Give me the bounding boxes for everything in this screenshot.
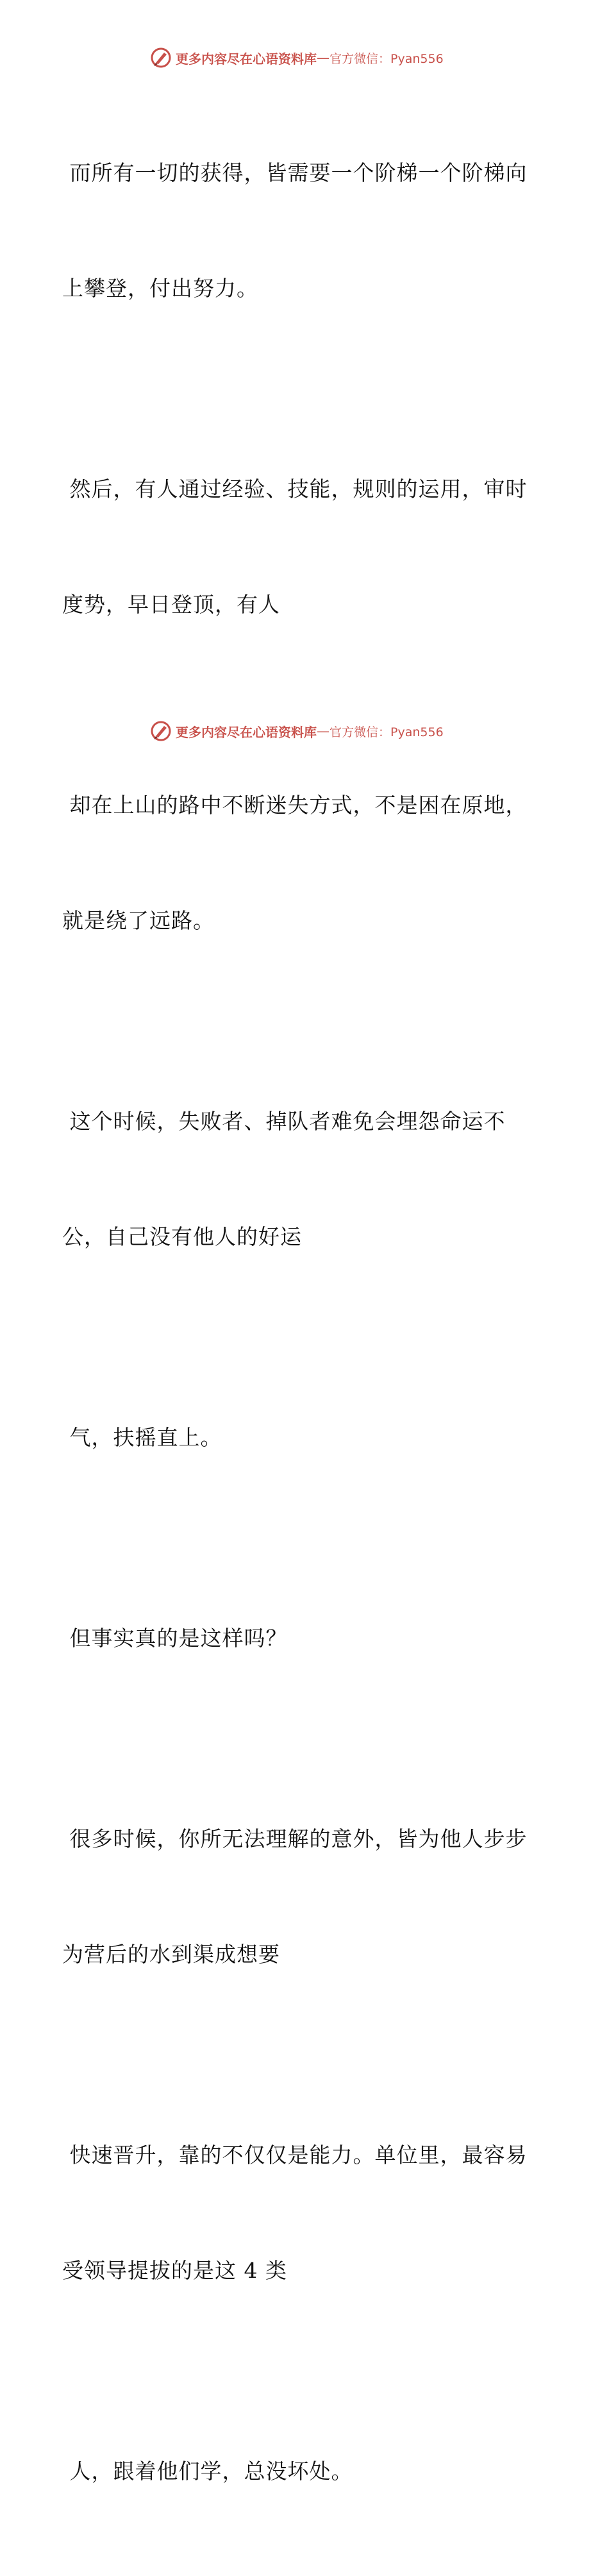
paragraph-line: 但事实真的是这样吗？ (62, 1626, 288, 1651)
paragraph-5 (62, 1342, 537, 1534)
paragraph-line: 快速晋升，靠的不仅仅是能力。单位里，最容易 (62, 2142, 528, 2168)
paragraph-7 (62, 1743, 537, 2051)
paragraph-2 (62, 393, 537, 701)
paragraph-8 (62, 2059, 537, 2367)
paragraph-line: 为营后的水到渠成想要 (62, 1942, 280, 1967)
paragraph-1 (62, 77, 537, 385)
paragraph-4 (62, 1025, 537, 1333)
footer-slogan: 更多内容尽在心语资料库 (176, 724, 317, 740)
paragraph-3 (62, 709, 537, 1017)
footer-banner (150, 718, 444, 744)
paragraph-line: 人，跟着他们学，总没坏处。 (62, 2459, 353, 2484)
paragraph-line: 度势，早日登顶，有人 (62, 592, 280, 617)
header-banner (150, 45, 444, 71)
footer-dash: — (317, 723, 330, 739)
document-body (62, 77, 537, 2576)
paragraph-line: 就是绕了远路。 (62, 908, 215, 933)
paragraph-9 (62, 2375, 537, 2568)
paragraph-line: 上攀登，付出努力。 (62, 276, 258, 301)
quill-pen-logo-icon (150, 47, 172, 69)
paragraph-line: 很多时候，你所无法理解的意外，皆为他人步步 (62, 1826, 528, 1851)
paragraph-6 (62, 1542, 537, 1735)
paragraph-line: 气，扶摇直上。 (62, 1425, 222, 1450)
paragraph-line: 受领导提拔的是这 4 类 (62, 2258, 287, 2283)
header-dash: — (317, 50, 330, 65)
header-slogan: 更多内容尽在心语资料库 (176, 51, 317, 67)
paragraph-line: 却在上山的路中不断迷失方式，不是困在原地， (62, 793, 528, 818)
paragraph-line: 这个时候，失败者、掉队者难免会埋怨命运不 (62, 1109, 506, 1134)
paragraph-line: 公，自己没有他人的好运 (62, 1224, 302, 1249)
paragraph-line: 然后，有人通过经验、技能，规则的运用，审时 (62, 476, 528, 501)
paragraph-line: 而所有一切的获得，皆需要一个阶梯一个阶梯向 (62, 160, 528, 185)
quill-pen-logo-icon (150, 720, 172, 742)
footer-wechat: 官方微信：Pyan556 (330, 725, 444, 739)
header-wechat: 官方微信：Pyan556 (330, 51, 444, 66)
